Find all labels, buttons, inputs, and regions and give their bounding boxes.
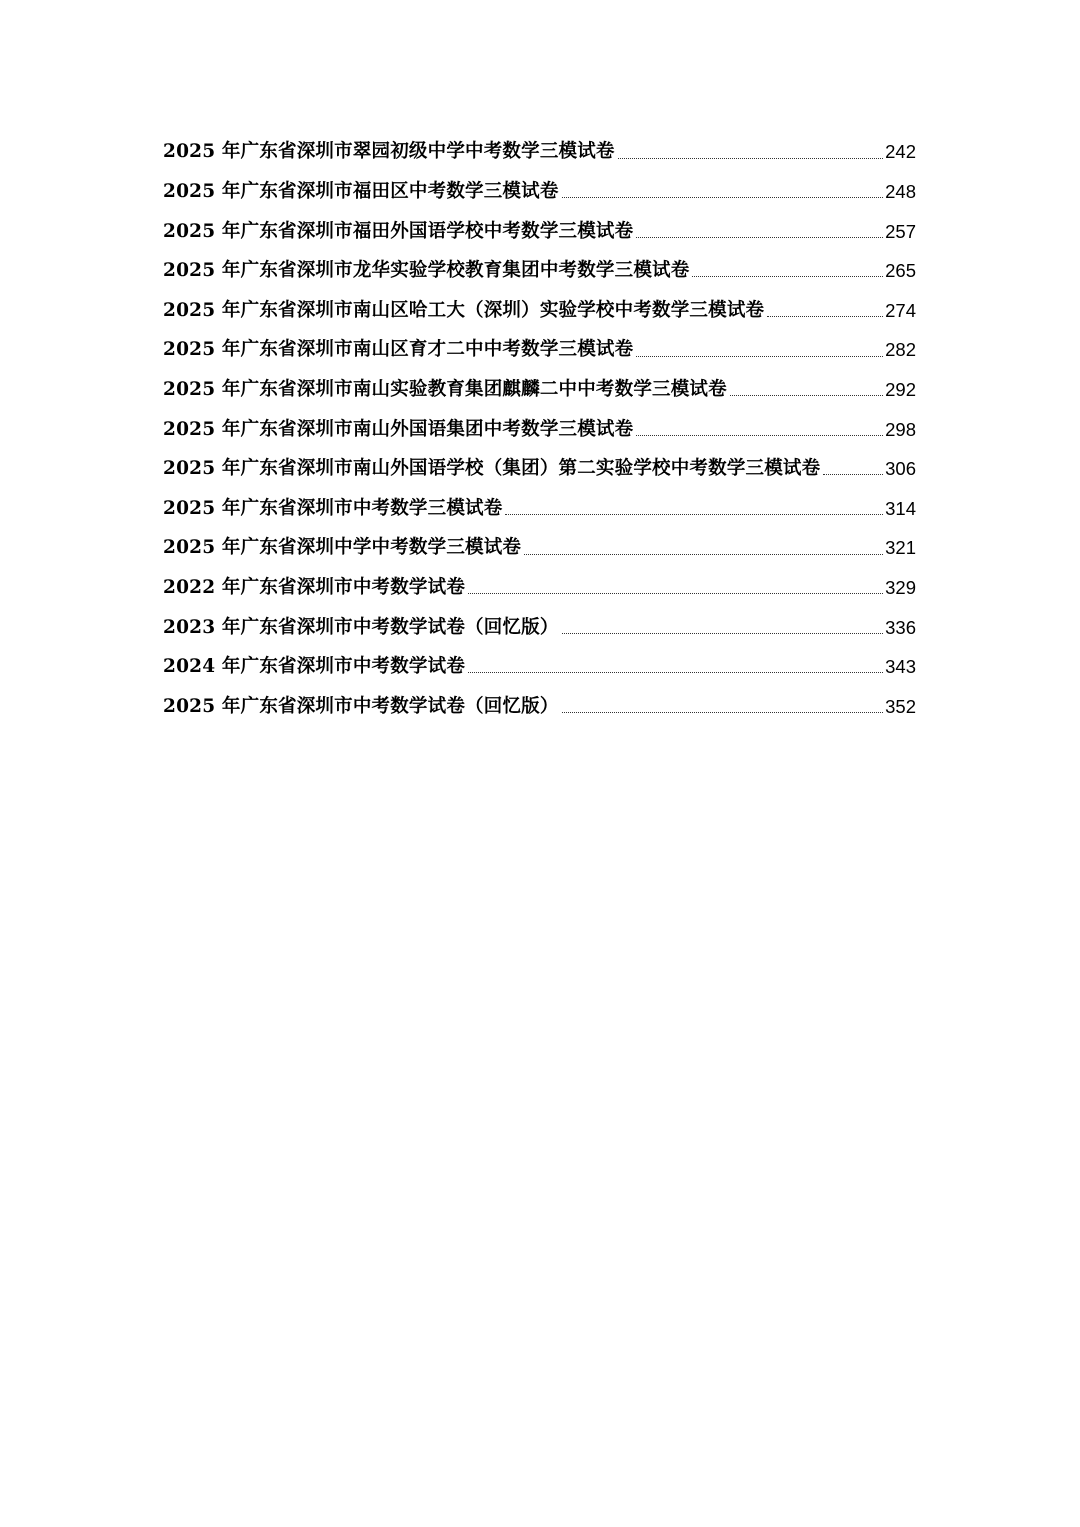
toc-dot-leader — [636, 356, 883, 357]
toc-dot-leader — [468, 672, 883, 673]
toc-dot-leader — [524, 554, 883, 555]
toc-entry-page: 257 — [885, 220, 916, 242]
toc-entry[interactable] — [163, 443, 916, 483]
toc-entry[interactable] — [163, 482, 916, 522]
toc-dot-leader — [767, 316, 883, 317]
toc-dot-leader — [562, 712, 884, 713]
toc-entry-title: 2025 年广东省深圳市中考数学三模试卷 — [163, 497, 503, 519]
toc-entry-page: 298 — [885, 418, 916, 440]
toc-entry[interactable] — [163, 126, 916, 166]
toc-entry-page: 274 — [885, 299, 916, 321]
toc-entry[interactable] — [163, 284, 916, 324]
toc-dot-leader — [730, 395, 883, 396]
toc-entry[interactable] — [163, 522, 916, 562]
toc-entry-page: 329 — [885, 576, 916, 598]
toc-dot-leader — [505, 514, 883, 515]
toc-entry-title: 2025 年广东省深圳市南山实验教育集团麒麟二中中考数学三模试卷 — [163, 378, 727, 400]
toc-entry-title: 2025 年广东省深圳市中考数学试卷（回忆版） — [163, 695, 559, 717]
toc-dot-leader — [692, 276, 883, 277]
toc-entry-page: 314 — [885, 497, 916, 519]
toc-entry-title: 2025 年广东省深圳市龙华实验学校教育集团中考数学三模试卷 — [163, 260, 690, 282]
toc-entry-title: 2025 年广东省深圳中学中考数学三模试卷 — [163, 537, 522, 559]
toc-entry-title: 2025 年广东省深圳市南山区育才二中中考数学三模试卷 — [163, 339, 634, 361]
toc-entry-title: 2025 年广东省深圳市福田外国语学校中考数学三模试卷 — [163, 220, 634, 242]
toc-entry-page: 282 — [885, 339, 916, 361]
toc-entry-title: 2025 年广东省深圳市翠园初级中学中考数学三模试卷 — [163, 141, 615, 163]
toc-entry-title: 2022 年广东省深圳市中考数学试卷 — [163, 576, 466, 598]
toc-entry-page: 292 — [885, 378, 916, 400]
toc-entry[interactable] — [163, 245, 916, 285]
toc-entry[interactable] — [163, 324, 916, 364]
toc-entry-title: 2025 年广东省深圳市南山外国语集团中考数学三模试卷 — [163, 418, 634, 440]
toc-entry[interactable] — [163, 562, 916, 602]
toc-entry-page: 336 — [885, 616, 916, 638]
toc-entry-title: 2025 年广东省深圳市福田区中考数学三模试卷 — [163, 181, 559, 202]
toc-entry[interactable] — [163, 205, 916, 245]
toc-entry[interactable] — [163, 166, 916, 206]
toc-dot-leader — [823, 474, 883, 475]
toc-dot-leader — [636, 435, 883, 436]
toc-entry-page: 321 — [885, 537, 916, 559]
toc-entry-page: 306 — [885, 458, 916, 480]
toc-dot-leader — [618, 158, 883, 159]
toc-entry-page: 248 — [885, 181, 916, 202]
toc-dot-leader — [562, 197, 884, 198]
toc-entry[interactable] — [163, 403, 916, 443]
toc-entry-title: 2024 年广东省深圳市中考数学试卷 — [163, 656, 466, 678]
toc-entry[interactable] — [163, 364, 916, 404]
toc-entry[interactable] — [163, 601, 916, 641]
toc-dot-leader — [468, 593, 883, 594]
toc-dot-leader — [636, 237, 883, 238]
toc-entry-page: 242 — [885, 141, 916, 163]
toc-entry-title: 2025 年广东省深圳市南山区哈工大（深圳）实验学校中考数学三模试卷 — [163, 299, 765, 321]
toc-entry-page: 352 — [885, 695, 916, 717]
toc-entry-page: 265 — [885, 260, 916, 282]
table-of-contents — [163, 126, 916, 720]
toc-dot-leader — [562, 633, 884, 634]
toc-entry-page: 343 — [885, 656, 916, 678]
toc-entry-title: 2023 年广东省深圳市中考数学试卷（回忆版） — [163, 616, 559, 638]
toc-entry[interactable] — [163, 641, 916, 681]
toc-entry[interactable] — [163, 680, 916, 720]
toc-entry-title: 2025 年广东省深圳市南山外国语学校（集团）第二实验学校中考数学三模试卷 — [163, 458, 821, 480]
